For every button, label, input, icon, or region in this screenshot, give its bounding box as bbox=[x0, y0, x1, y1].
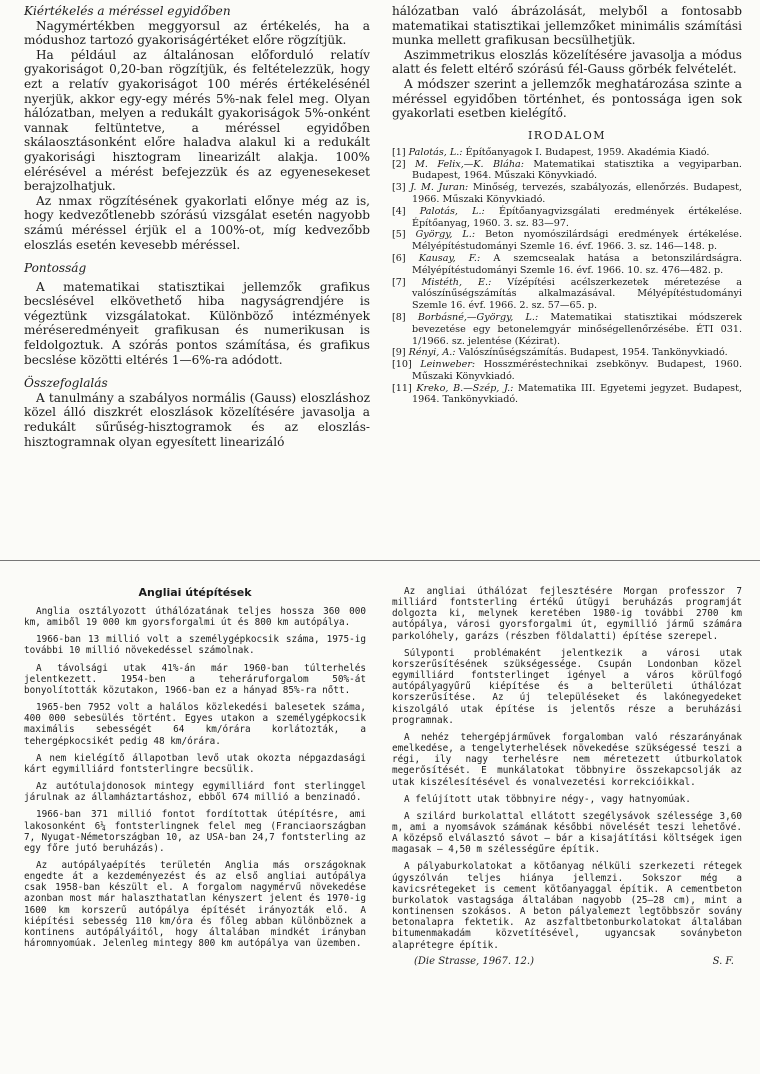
reference-item: [4] Palotás, L.: Építőanyagvizsgálati eredmények értékelése. Építőanyag, 1960. 3. sz. 83—97. bbox=[392, 205, 743, 229]
paragraph: Az autótulajdonosok mintegy egymilliárd font sterlinggel járulnak az államháztartáshoz, ebből 674 millió a benzinadó. bbox=[24, 781, 366, 804]
paragraph: A matematikai statisztikai jellemzők grafikus becslésével elkövethető hiba nagyságrendjére is végeztünk vizsgálatokat. Különböző intézmények méréseredményeit grafikusan és numerikusan is feldolgoztuk. A szórás pontos számítása, és grafikus becslése közötti eltérés 1—6%-ra adódott. bbox=[24, 279, 370, 367]
article-title: Angliai útépítések bbox=[138, 586, 252, 599]
paragraph: A nehéz tehergépjárművek forgalomban való részarányának emelkedése, a tengelyterhelések növekedése szükségessé teszi a régi, ily nagy terhelésre nem méretezett útburkolatok megerősítését. E munkálatokat többnyire összekapcsolják az utak kiszélesítésével és vonalvezetési korrekcióikkal. bbox=[392, 731, 742, 788]
paragraph: A tanulmány a szabályos normális (Gauss) eloszláshoz közel álló diszkrét eloszlások közelítésére javasolja a redukált sűrűség-hisztogramok és az eloszlás-hisztogramnak olyan egyesített linearizáló bbox=[24, 390, 370, 449]
paragraph: 1965-ben 7952 volt a halálos közlekedési balesetek száma, 400 000 sebesülés történt. Egyes utakon a személygépkocsik maximális sebességét 64 km/órára korlátozták, a tehergépkocsikét pedig 48 km/órára. bbox=[24, 702, 366, 747]
bottom-right-column bbox=[392, 586, 742, 968]
source-citation: (Die Strasse, 1967. 12.) bbox=[414, 955, 534, 967]
source-line bbox=[392, 956, 742, 968]
reference-item: [11] Kreko, B.—Szép, J.: Matematika III. Egyetemi jegyzet. Budapest, 1964. Tankönyvkiadó. bbox=[392, 382, 742, 406]
paragraph: Az angliai úthálózat fejlesztésére Morgan professzor 7 milliárd fontsterling értékű útügyi beruházás programját dolgozta ki, melynek keretében 1980-ig további 2700 km autópálya, városi gyorsforgalmi út, egymillió jármű számára parkolóhely, garázs (részben földalatti) építése szerepel. bbox=[392, 586, 742, 642]
reference-item: [6] Kausay, F.: A szemcsealak hatása a betonszilárdságra. Mélyépítéstudományi Szemle 16. évf. 1966. 10. sz. 476—482. p. bbox=[392, 252, 742, 276]
reference-item: [1] Palotás, L.: Építőanyagok I. Budapest, 1959. Akadémia Kiadó. bbox=[392, 146, 710, 158]
paragraph: A távolsági utak 41%-án már 1960-ban túlterhelés jelentkezett. 1954-ben a teheráruforgalom 50%-át bonyolították közutakon, 1966-ban ez a hányad 85%-ra nőtt. bbox=[24, 662, 366, 696]
reference-item: [10] Leinweber: Hosszméréstechnikai zsebkönyv. Budapest, 1960. Műszaki Könyvkiadó. bbox=[392, 359, 742, 382]
section-heading-accuracy: Pontosság bbox=[24, 261, 87, 276]
paragraph: Az nmax rögzítésének gyakorlati előnye még az is, hogy kedvezőtlenebb szórású vizsgálat esetén nagyobb számú méréssel érjük el a 100%-ot, míg kedvezőbb eloszlás esetén kevesebb méréssel. bbox=[24, 193, 370, 252]
reference-item: [9] Rényi, A.: Valószínűségszámítás. Budapest, 1954. Tankönyvkiadó. bbox=[392, 347, 728, 359]
paragraph: A szilárd burkolattal ellátott szegélysávok szélessége 3,60 m, ami a nyomsávok számának későbbi növelését teszi lehetővé. A középső elválasztó sávot — bár a kisajátítási költségek igen magasak — 4,50 m szélességűre építik. bbox=[392, 810, 742, 856]
section-divider bbox=[0, 560, 760, 561]
bottom-left-column bbox=[24, 586, 366, 949]
paragraph: 1966-ban 13 millió volt a személygépkocsik száma, 1975-ig további 10 millió növekedéssel számolnak. bbox=[24, 634, 366, 657]
author-signature: S. F. bbox=[712, 955, 734, 967]
references-title: IRODALOM bbox=[528, 128, 606, 142]
paragraph: Az autópályaépítés területén Anglia más országoknak engedte át a kezdeményezést és az első angliai autópálya csak 1958-ban készült el. A forgalom nagymérvű növekedése azonban most már halaszthatatlan kényszert jelent és 1970-ig 1600 km korszerű autópálya építését irányozták elő. A kiépítési sebesség 110 km/óra és főleg abban különböznek a kontinens autópályáitól, hogy általában mindkét irányban háromnyomúak. Jelenleg mintegy 800 km autópálya van üzemben. bbox=[24, 859, 366, 950]
reference-item: [5] György, L.: Beton nyomószilárdsági eredmények értékelése. Mélyépítéstudományi Szemle 16. évf. 1966. 3. sz. 146—148. p. bbox=[392, 229, 743, 253]
paragraph: A módszer szerint a jellemzők meghatározása szinte a méréssel egyidőben történhet, és pontossága igen sok gyakorlati esetben kielégítő. bbox=[392, 76, 742, 121]
reference-item: [7] Mistéth, E.: Vízépítési acélszerkezetek méretezése a valószínűségszámítás alkalmazásával. Mélyépítéstudományi Szemle 16. évf. 1966. 2. sz. 57—65. p. bbox=[392, 276, 742, 312]
top-right-column bbox=[392, 4, 742, 406]
reference-item: [3] J. M. Juran: Minőség, tervezés, szabályozás, ellenőrzés. Budapest, 1966. Műszaki Könyvkiadó. bbox=[392, 182, 742, 205]
paragraph-continued: hálózatban való ábrázolását, melyből a fontosabb matematikai statisztikai jellemzőket minimális számítási munka mellett grafikusan becsülhetjük. bbox=[392, 4, 742, 48]
section-heading-evaluation: Kiértékelés a méréssel egyidőben bbox=[24, 4, 231, 18]
references-list bbox=[392, 147, 742, 407]
reference-item: [2] M. Felix,—K. Bláha: Matematikai statisztika a vegyiparban. Budapest, 1964. Műszaki Könyvkiadó. bbox=[392, 158, 742, 182]
paragraph: A felújított utak többnyire négy-, vagy hatnyomúak. bbox=[404, 793, 691, 805]
paragraph: Ha például az általánosan előforduló relatív gyakoriságot 0,20-ban rögzítjük, és feltételezzük, hogy ezt a relatív gyakoriságot 100 mérés értékelésénél nyerjük, akkor egy-egy mérés 5%-nak felel meg. Olyan hálózatban, melyen a redukált gyakoriságok 5%-onként vannak feltüntetve, a méréssel egyidőben skálaosztásonként előre haladva alakul ki a redukált gyakorisági hisztogram linearizált alakja. 100% elérésével a mérést befejezzük és az egyenesekeset berajzolhatjuk. bbox=[24, 47, 370, 194]
reference-item: [8] Borbásné,—György, L.: Matematikai statisztikai módszerek bevezetése egy betonelemgyár minőségellenőrzésébe. ÉTI 031. 1/1966. sz. jelentése (Kézirat). bbox=[392, 311, 742, 347]
top-left-column bbox=[24, 4, 370, 449]
paragraph: Anglia osztályozott úthálózatának teljes hossza 360 000 km, amiből 19 000 km gyorsforgalmi út és 800 km autópálya. bbox=[24, 606, 366, 629]
paragraph: 1966-ban 371 millió fontot fordítottak útépítésre, ami lakosonként 6¼ fontsterlingnek felel meg (Franciaországban 7, Nyugat-Németországban 10, az USA-ban 24,7 fontsterling az egy főre jutó beruházás). bbox=[24, 809, 366, 854]
paragraph: A nem kielégítő állapotban levő utak okozta népgazdasági kárt egymilliárd fontsterlingre becsülik. bbox=[24, 752, 366, 775]
paragraph: Nagymértékben meggyorsul az értékelés, ha a módushoz tartozó gyakoriságértéket előre rögzítjük. bbox=[24, 18, 370, 48]
paragraph: Aszimmetrikus eloszlás közelítésére javasolja a módus alatt és felett eltérő szórású fél-Gauss görbék felvételét. bbox=[392, 47, 742, 77]
paragraph: A pályaburkolatokat a kötőanyag nélküli szerkezeti rétegek úgyszólván teljes hiánya jellemzi. Sokszor még a kavicsrétegeket is cement kötőanyaggal építik. A cementbeton burkolatok vastagsága általában nagyobb (25—28 cm), mint a kontinensen szokásos. A beton pályalemezt legtöbbször sovány betonalapra fektetik. Az aszfaltbetonburkolatokat általában bitumenmakadám közvetítésével, ugyancsak soványbeton alaprétegre építik. bbox=[392, 861, 742, 951]
paragraph: Súlyponti problémaként jelentkezik a városi utak korszerűsítésének szükségessége. Csupán Londonban közel egymilliárd fontsterlinget igényel a város körülfogó autópályagyűrű kiépítése és a belterületi úthálózat korszerűsítése. Az új településeket és lakónegyedeket kiszolgáló utak építése is jelentős része a beruházási programnak. bbox=[392, 647, 742, 726]
section-heading-summary: Összefoglalás bbox=[24, 376, 108, 391]
